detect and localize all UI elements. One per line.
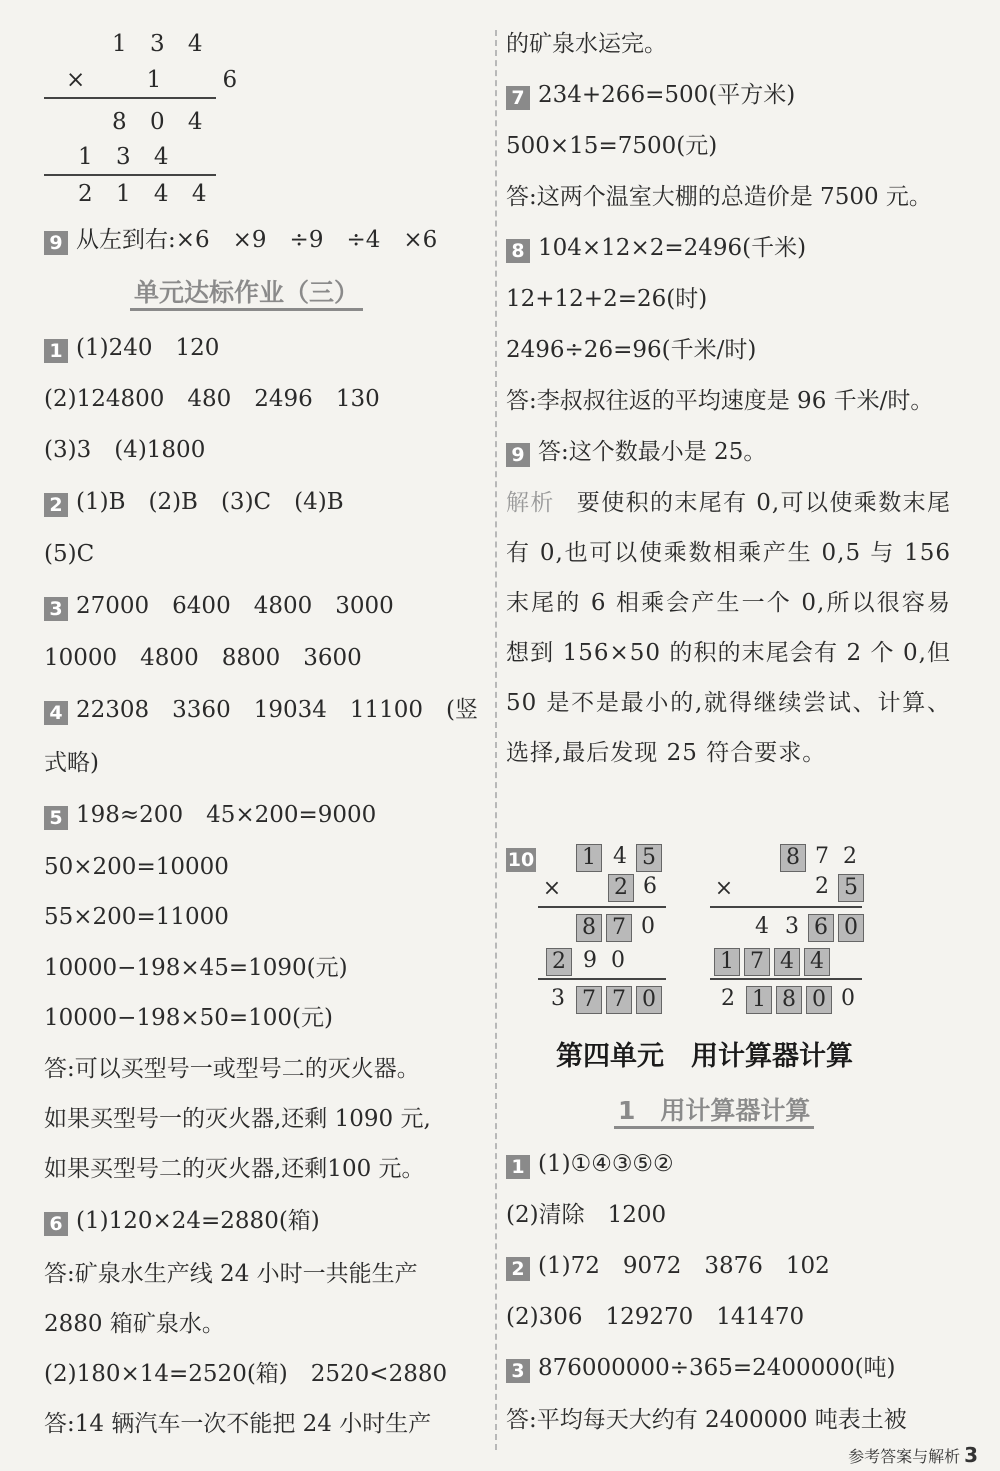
sub-title: 1 用计算器计算 (614, 1096, 814, 1129)
q8-line-2: 12+12+2=26(时) (506, 286, 708, 312)
q9-right-line (506, 436, 766, 468)
q6-line-1 (44, 1205, 320, 1237)
u1-badge: 1 (506, 1155, 530, 1179)
q7-line-2: 500×15=7500(元) (506, 133, 718, 159)
q6-line-5: 答:14 辆汽车一次不能把 24 小时生产 (44, 1411, 432, 1437)
vm2-cell: 8 (780, 844, 806, 872)
q9-text: 从左到右:×6 ×9 ÷9 ÷4 ×6 (76, 227, 438, 253)
q7-line-1 (506, 79, 795, 111)
calc-row-5: 2 1 4 4 (78, 181, 215, 207)
q4-text-1: 22308 3360 19034 11100 (竖 (76, 697, 479, 723)
q1-line-3: (3)3 (4)1800 (44, 437, 206, 463)
vm1-cell: 7 (606, 914, 632, 942)
vm2-cell: 2 (843, 844, 857, 869)
q7-line-3: 答:这两个温室大棚的总造价是 7500 元。 (506, 184, 932, 210)
u2-badge: 2 (506, 1257, 530, 1281)
vm1-cell: 1 (576, 844, 602, 872)
vm2-cell: 2 (721, 986, 735, 1011)
q4-line-1 (44, 694, 478, 726)
vm1-cell: 0 (611, 948, 625, 973)
q6-line-4: (2)180×14=2520(箱) 2520<2880 (44, 1361, 448, 1387)
vm2-cell: × (714, 876, 734, 901)
q9-answer (44, 224, 437, 256)
q5-line-4: 10000−198×45=1090(元) (44, 955, 348, 981)
vm2-cell: 1 (746, 986, 772, 1014)
u2-line-1 (506, 1250, 830, 1282)
vm2-cell: 5 (838, 874, 864, 902)
q6-text-1: (1)120×24=2880(箱) (76, 1208, 320, 1234)
vm2-cell: 8 (776, 986, 802, 1014)
q10-badge: 10 (507, 849, 535, 871)
vm1-cell: 6 (643, 874, 657, 899)
vm1-cell: 0 (636, 986, 662, 1014)
calc-line-1 (44, 97, 216, 99)
right-cont: 的矿泉水运完。 (506, 31, 667, 57)
calc-row-1: 1 3 4 (112, 31, 211, 57)
vm1-cell: 7 (576, 986, 602, 1014)
analysis-text: 要使积的末尾有 0,可以使乘数末尾有 0,也可以使乘数相乘产生 0,5 与 156 末尾的 6 相乘会产生一个 0,所以很容易想到 156×50 的积的末尾会有 2 个 0,但 50 是不是最小的,就得继续尝试、计算、选择,最后发现 25 符合要求。 (506, 490, 951, 766)
q5-line-3: 55×200=11000 (44, 904, 229, 930)
q8-text-1: 104×12×2=2496(千米) (538, 235, 807, 261)
q2-text-1: (1)B (2)B (3)C (4)B (76, 489, 344, 515)
u2-text-1: (1)72 9072 3876 102 (538, 1253, 830, 1279)
q8-badge: 8 (506, 239, 530, 263)
vm1-cell: 2 (546, 948, 572, 976)
vm2-cell: 0 (806, 986, 832, 1014)
q1-text-1: (1)240 120 (76, 335, 220, 361)
vm2-cell: 3 (785, 914, 799, 939)
vm1-cell: 7 (606, 986, 632, 1014)
unit-title: 第四单元 用计算器计算 (556, 1041, 853, 1072)
vm2-line-2 (710, 978, 862, 980)
vertical-calc-2 (712, 840, 862, 1020)
page-number: 3 (964, 1443, 978, 1467)
vm1-cell: 5 (636, 844, 662, 872)
q8-line-1 (506, 232, 806, 264)
q2-line-2: (5)C (44, 541, 95, 567)
u3-line-1 (506, 1352, 896, 1384)
vm1-cell: 4 (613, 844, 627, 869)
q1-badge: 1 (44, 339, 68, 363)
vm1-cell: 9 (583, 948, 597, 973)
vm1-cell: × (542, 876, 562, 901)
vm1-cell: 2 (608, 874, 634, 902)
q5-badge: 5 (44, 806, 68, 830)
vm2-cell: 7 (744, 948, 770, 976)
q5-line-5: 10000−198×50=100(元) (44, 1005, 333, 1031)
vm1-cell: 8 (576, 914, 602, 942)
vm2-cell: 4 (755, 914, 769, 939)
section-title: 单元达标作业（三） (130, 278, 363, 311)
calc-row-4: 1 3 4 (78, 144, 177, 170)
u1-line-2: (2)清除 1200 (506, 1202, 667, 1228)
q1-line-1 (44, 332, 219, 364)
q4-line-2: 式略) (44, 750, 99, 776)
q3-badge: 3 (44, 597, 68, 621)
page-footer (848, 1443, 978, 1467)
q5-line-2: 50×200=10000 (44, 854, 229, 880)
vm2-cell: 1 (714, 948, 740, 976)
vm2-cell: 4 (804, 948, 830, 976)
vm1-line-2 (538, 978, 666, 980)
vm2-cell: 0 (838, 914, 864, 942)
q9r-badge: 9 (506, 443, 530, 467)
q2-line-1 (44, 486, 344, 518)
u3-line-2: 答:平均每天大约有 2400000 吨表土被 (506, 1407, 907, 1433)
vm1-cell: 0 (641, 914, 655, 939)
u2-line-2: (2)306 129270 141470 (506, 1304, 805, 1330)
vertical-calc-1 (540, 840, 670, 1020)
vm2-line-1 (710, 906, 862, 908)
calc-row-2: × 1 6 (66, 67, 246, 93)
q7-badge: 7 (506, 86, 530, 110)
u3-badge: 3 (506, 1359, 530, 1383)
vm2-cell: 7 (815, 844, 829, 869)
q3-line-1 (44, 590, 394, 622)
calc-line-2 (44, 174, 216, 176)
q6-line-3: 2880 箱矿泉水。 (44, 1311, 225, 1337)
q9r-text: 答:这个数最小是 25。 (538, 439, 767, 465)
vm2-cell: 2 (815, 874, 829, 899)
vm2-cell: 0 (841, 986, 855, 1011)
analysis-paragraph (506, 478, 951, 778)
q5-line-7: 如果买型号一的灭火器,还剩 1090 元, (44, 1106, 431, 1132)
vm2-cell: 6 (808, 914, 834, 942)
q3-line-2: 10000 4800 8800 3600 (44, 645, 362, 671)
q5-line-8: 如果买型号二的灭火器,还剩100 元。 (44, 1156, 425, 1182)
column-divider (495, 30, 497, 1450)
q1-line-2: (2)124800 480 2496 130 (44, 386, 380, 412)
q5-text-1: 198≈200 45×200=9000 (76, 802, 377, 828)
vm1-line-1 (538, 906, 666, 908)
q8-line-3: 2496÷26=96(千米/时) (506, 337, 757, 363)
q9-badge: 9 (44, 231, 68, 255)
footer-label: 参考答案与解析 (848, 1447, 961, 1466)
q3-text-1: 27000 6400 4800 3000 (76, 593, 394, 619)
q4-badge: 4 (44, 701, 68, 725)
q6-badge: 6 (44, 1212, 68, 1236)
q2-badge: 2 (44, 493, 68, 517)
vm2-cell: 4 (774, 948, 800, 976)
u1-text-1: (1)①④③⑤② (538, 1151, 674, 1177)
q5-line-1 (44, 799, 376, 831)
analysis-label: 解析 (506, 490, 555, 516)
q6-line-2: 答:矿泉水生产线 24 小时一共能生产 (44, 1261, 418, 1287)
calc-row-3: 8 0 4 (112, 109, 211, 135)
q7-text-1: 234+266=500(平方米) (538, 82, 796, 108)
u3-text-1: 876000000÷365=2400000(吨) (538, 1355, 896, 1381)
q8-line-4: 答:李叔叔往返的平均速度是 96 千米/时。 (506, 388, 934, 414)
u1-line-1 (506, 1148, 674, 1180)
vm1-cell: 3 (551, 986, 565, 1011)
q5-line-6: 答:可以买型号一或型号二的灭火器。 (44, 1056, 420, 1082)
